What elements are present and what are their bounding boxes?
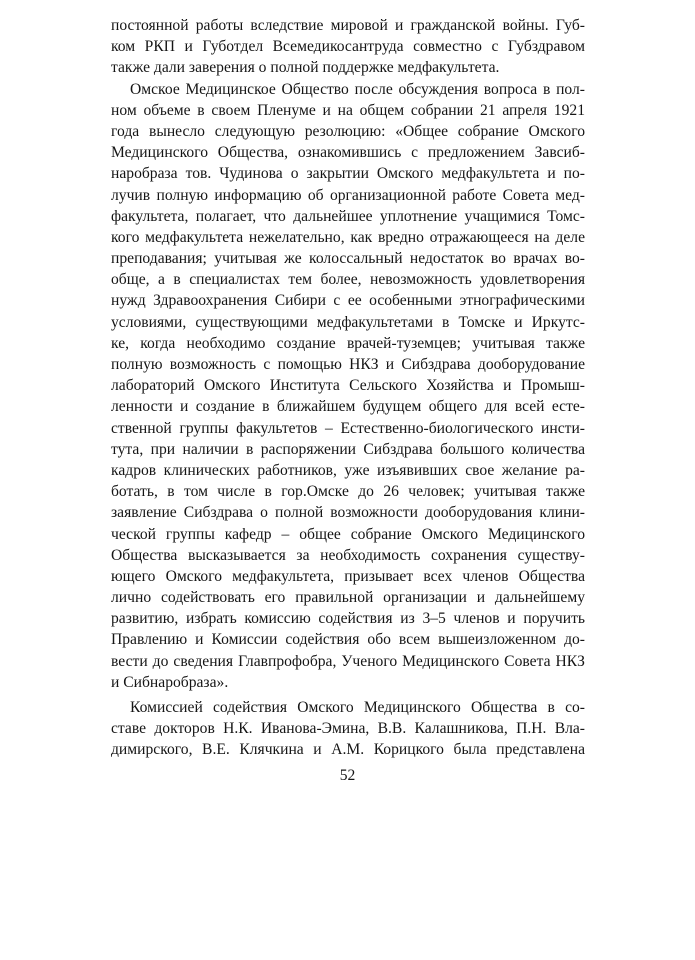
- text-line: года вынесло следующую резолюцию: «Общее собрание Омского: [111, 122, 585, 140]
- text-line: ботать, в том числе в гор.Омске до 26 человек; учитывая также: [111, 483, 585, 501]
- text-line: Общества высказывается за необходимость сохранения существу-: [111, 546, 585, 564]
- text-line: вести до сведения Главпрофобра, Ученого Медицинского Совета НКЗ: [111, 652, 585, 670]
- text-line: ственной группы факультетов – Естественно-биологического инсти-: [111, 419, 585, 437]
- text-line: ке, когда необходимо создание врачей-туземцев; учитывая также: [111, 334, 585, 352]
- text-line: полную возможность с помощью НКЗ и Сибздрава дооборудование: [111, 356, 585, 373]
- text-line: ленности и создание в ближайшем будущем общего для всей есте-: [111, 398, 585, 416]
- body-text: [111, 15, 585, 761]
- text-line: ком РКП и Губотдел Всемедикосантруда совместно с Губздравом: [111, 38, 585, 56]
- text-line: наробраза тов. Чудинова о закрытии Омского медфакультета и по-: [111, 165, 585, 183]
- text-line: кого медфакультета нежелательно, как вредно отражающееся на деле: [111, 228, 585, 246]
- text-line: обще, а в специалистах тем более, невозможность удовлетворения: [111, 271, 585, 289]
- text-line: развитию, избрать комиссию содействия из 3–5 членов и поручить: [111, 610, 585, 628]
- text-line: ческой группы кафедр – общее собрание Омского Медицинского: [111, 525, 585, 543]
- text-line: Комиссией содействия Омского Медицинского Общества в со-: [130, 699, 585, 716]
- text-line: факультета, полагает, что дальнейшее уплотнение учащимися Томс-: [111, 207, 585, 225]
- text-line: также дали заверения о полной поддержке медфакультета.: [111, 59, 500, 77]
- paragraph: [111, 15, 585, 79]
- page-number: 52: [339, 767, 356, 784]
- text-line: Омское Медицинское Общество после обсуждения вопроса в пол-: [130, 80, 585, 98]
- text-line: ном объеме в своем Пленуме и на общем собрании 21 апреля 1921: [111, 101, 585, 119]
- text-line: лично содействовать его правильной организации и дальнейшему: [111, 589, 585, 607]
- text-line: преподавания; учитывая же колоссальный недостаток во врачах во-: [111, 250, 585, 268]
- text-line: нужд Здравоохранения Сибири с ее особенными этнографическими: [111, 292, 585, 310]
- text-line: димирского, В.Е. Клячкина и А.М. Корицкого была представлена: [111, 741, 585, 759]
- text-line: лабораторий Омского Института Сельского Хозяйства и Промыш-: [111, 377, 585, 395]
- text-line: постоянной работы вследствие мировой и гражданской войны. Губ-: [111, 17, 585, 34]
- text-line: условиями, существующими медфакультетами в Томске и Иркутс-: [111, 313, 585, 331]
- text-line: и Сибнаробраза».: [111, 673, 229, 691]
- text-line: Правлению и Комиссии содействия обо всем вышеизложенном до-: [111, 631, 585, 649]
- paragraph: [111, 79, 585, 693]
- text-line: ющего Омского медфакультета, призывает всех членов Общества: [111, 567, 585, 585]
- text-line: тута, при наличии в распоряжении Сибздрава большого количества: [111, 440, 585, 458]
- text-line: заявление Сибздрава о полной возможности дооборудования клини-: [111, 504, 585, 522]
- text-line: кадров клинических работников, уже изъявивших свое желание ра-: [111, 461, 585, 479]
- paragraph: [111, 697, 585, 761]
- text-line: Медицинского Общества, ознакомившись с предложением Завсиб-: [111, 144, 585, 162]
- text-line: лучив полную информацию об организационной работе Совета мед-: [111, 186, 585, 204]
- text-line: ставе докторов Н.К. Иванова-Эмина, В.В. Калашникова, П.Н. Вла-: [111, 720, 585, 738]
